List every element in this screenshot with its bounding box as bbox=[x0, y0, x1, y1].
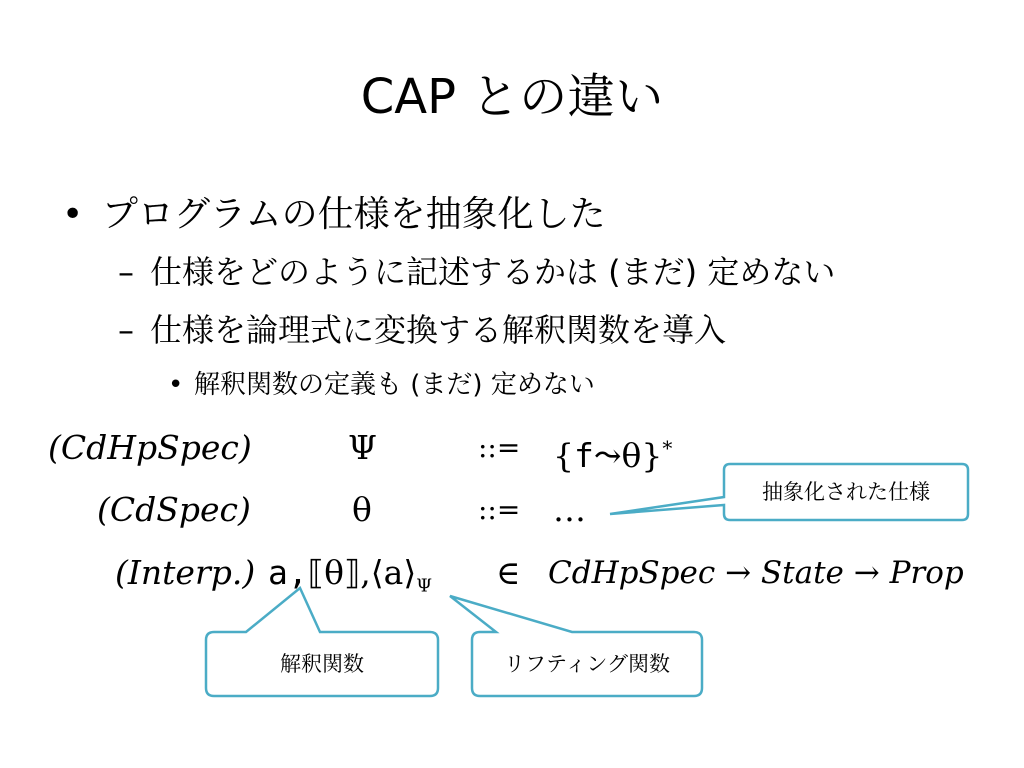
formula-label-cdhpspec: (CdHpSpec) bbox=[48, 428, 252, 467]
kleene-star: * bbox=[662, 436, 673, 460]
callout-abstract-spec-label: 抽象化された仕様 bbox=[762, 480, 930, 504]
callout-interp-func-label: 解釈関数 bbox=[280, 652, 364, 676]
sub-sub-bullet-text: 解釈関数の定義も (まだ) 定めない bbox=[194, 370, 595, 400]
formula-op-in: ∈ bbox=[496, 553, 521, 592]
brace-close: } bbox=[641, 436, 663, 475]
slide-title: CAP との違い bbox=[360, 69, 664, 125]
bullet-text: プログラムの仕様を抽象化した bbox=[102, 194, 606, 235]
formula-def-ellipsis: … bbox=[553, 490, 586, 529]
sub-bullet-text: 仕様を論理式に変換する解釈関数を導入 bbox=[150, 311, 727, 349]
formula-op-define: ::= bbox=[478, 431, 521, 464]
leadsto-symbol: ⤳ bbox=[593, 436, 622, 475]
theta-symbol: θ bbox=[621, 436, 642, 475]
formula-label-cdspec: (CdSpec) bbox=[97, 490, 251, 529]
bullet-marker: • bbox=[62, 194, 84, 235]
callout-interp-func-shape bbox=[206, 588, 438, 696]
formula-label-interp: (Interp.) bbox=[115, 553, 256, 592]
bullet-marker: • bbox=[168, 370, 184, 400]
interp-brackets: ⟦θ⟧, bbox=[307, 553, 371, 592]
sub-bullet-text: 仕様をどのように記述するかは (まだ) 定めない bbox=[150, 253, 836, 291]
lift-subscript: Ψ bbox=[416, 575, 433, 597]
callout-lifting-func-shape bbox=[450, 596, 702, 696]
formula-symbol-psi: Ψ bbox=[348, 428, 377, 467]
dash-marker: – bbox=[118, 253, 134, 291]
formula-def-type: CdHpSpec → State → Prop bbox=[548, 555, 964, 591]
lift-brackets: ⟨a⟩ bbox=[370, 553, 417, 592]
brace-open: { bbox=[553, 436, 574, 475]
formula-symbol-theta: θ bbox=[352, 490, 372, 529]
var-a: a, bbox=[268, 553, 308, 592]
callout-lifting-func-label: リフティング関数 bbox=[504, 652, 670, 676]
dash-marker: – bbox=[118, 311, 134, 349]
var-f: f bbox=[574, 436, 594, 475]
formula-op-define: ::= bbox=[478, 493, 521, 526]
